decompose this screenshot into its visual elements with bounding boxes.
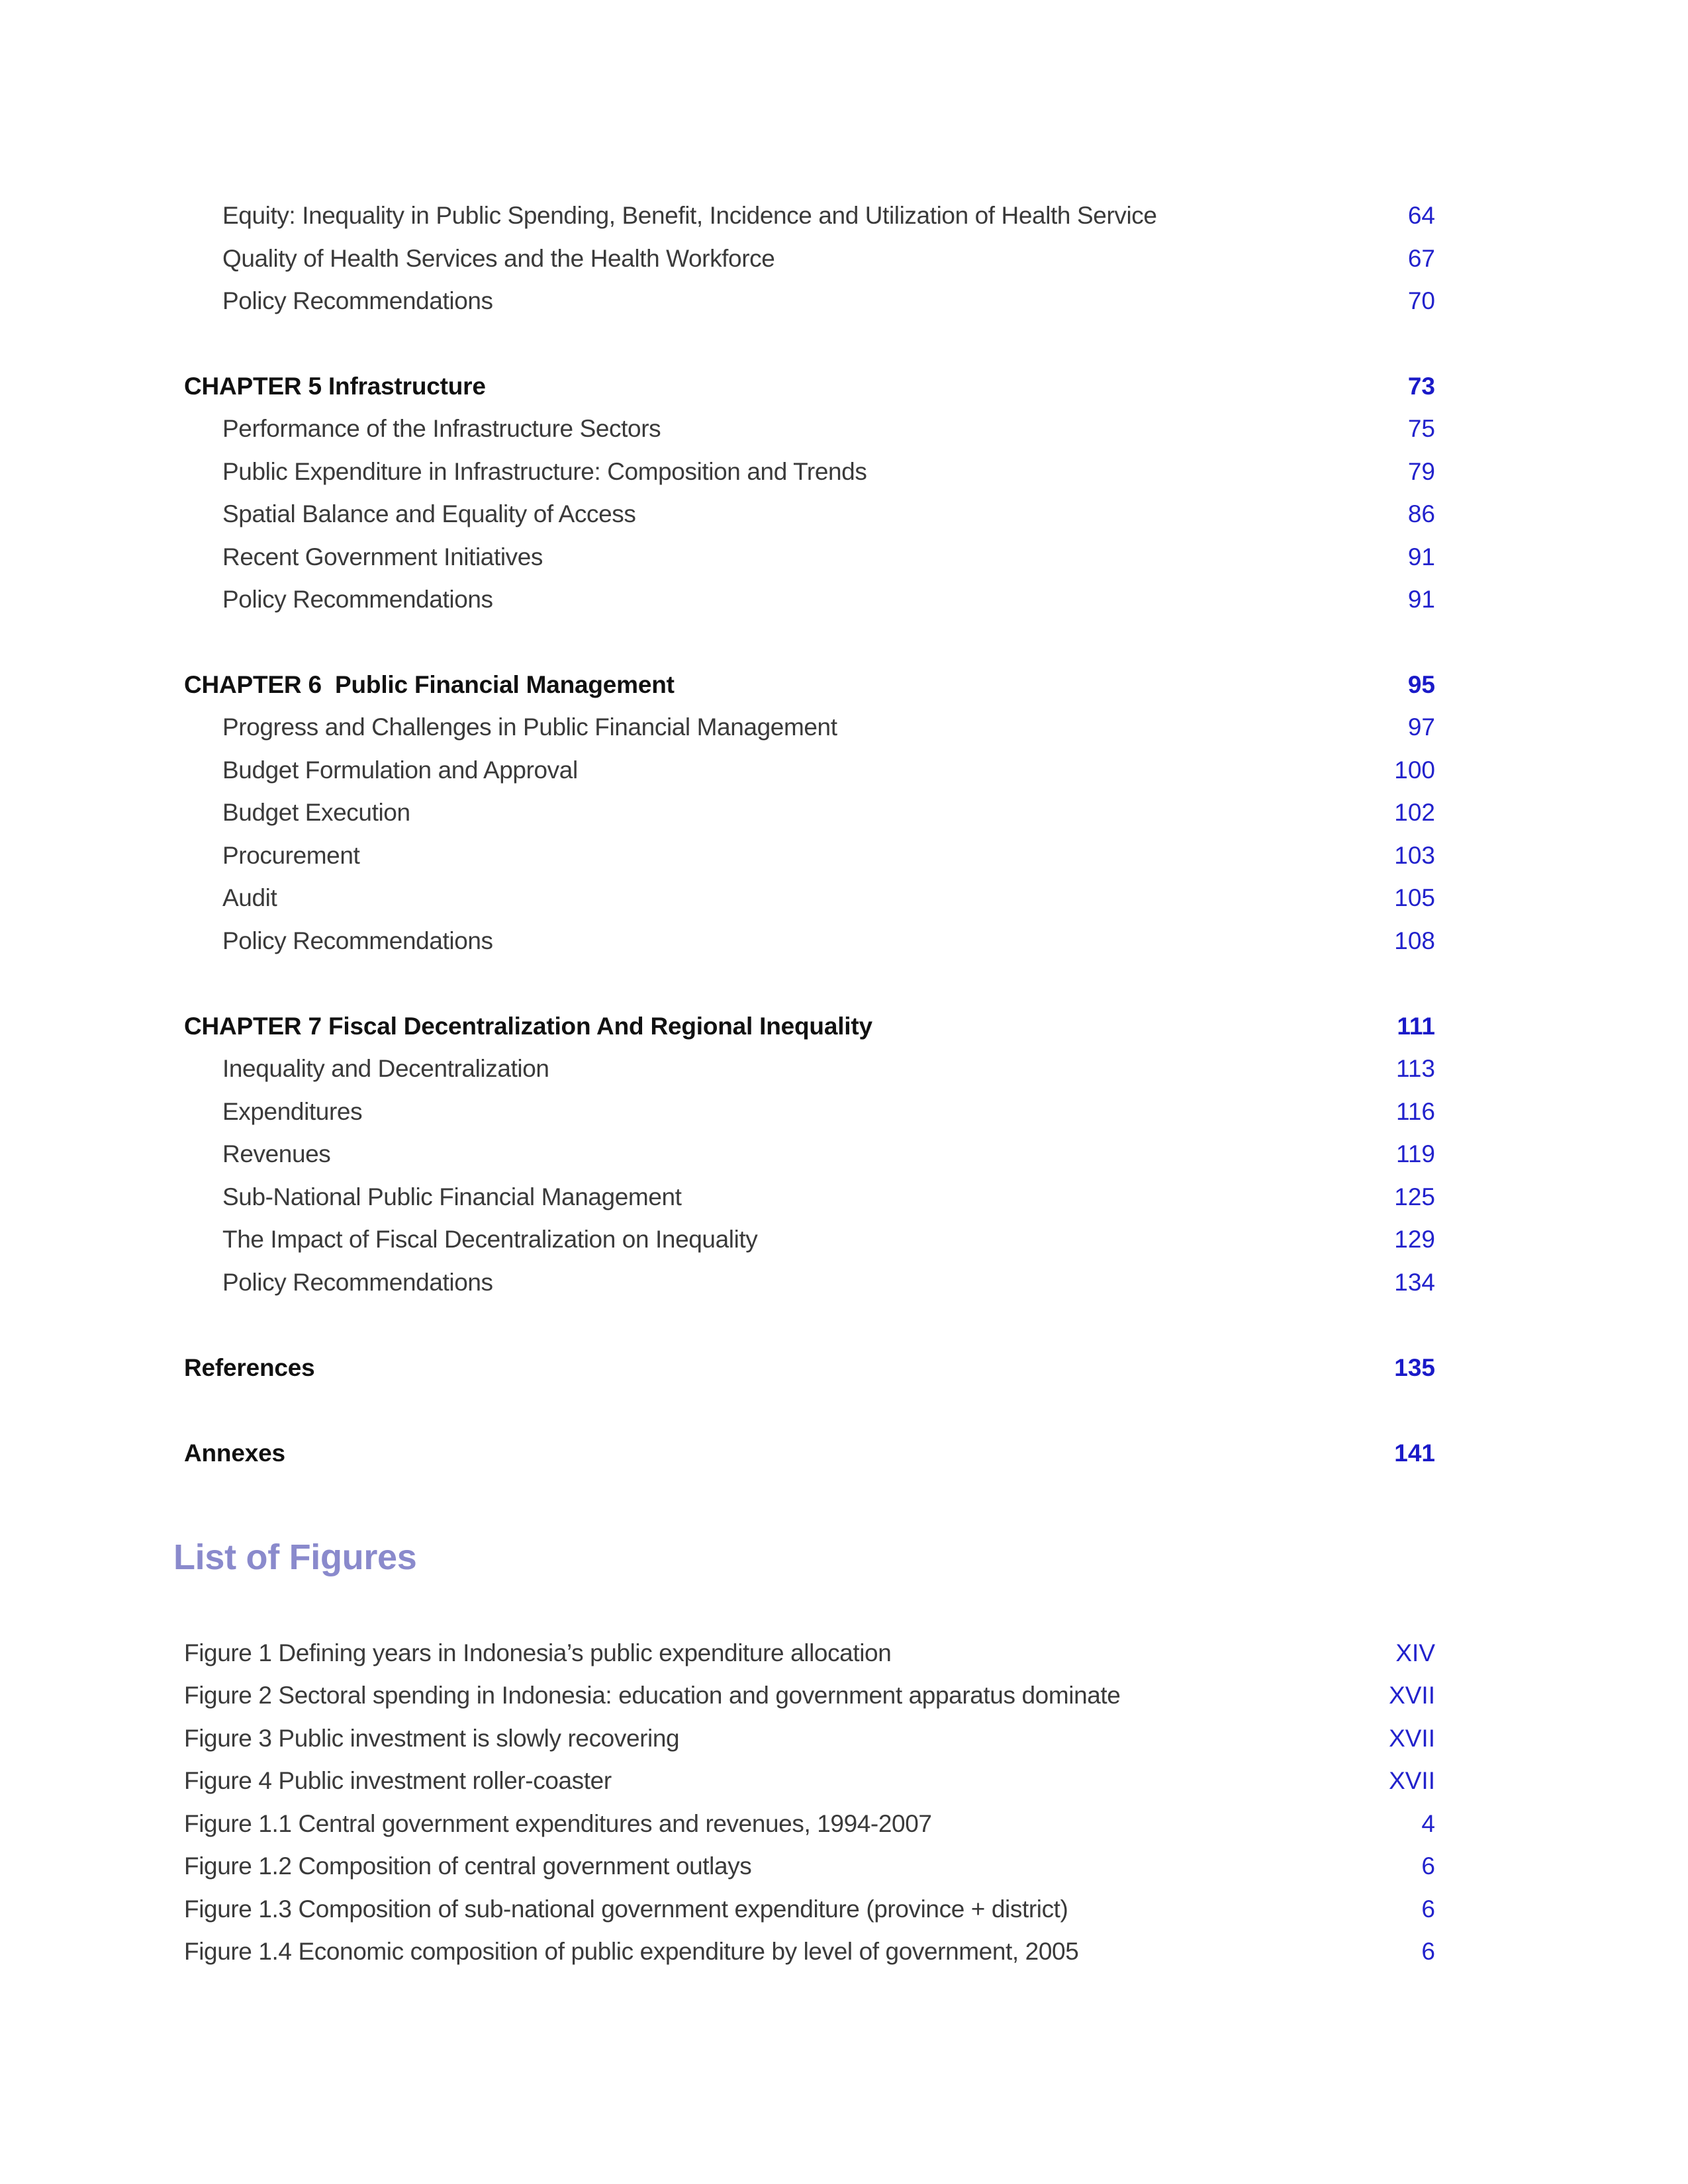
references-title: References — [184, 1354, 315, 1381]
annexes-page[interactable]: 141 — [1394, 1439, 1435, 1467]
toc-chapter-6[interactable] — [0, 664, 1688, 706]
toc-entry[interactable] — [0, 1048, 1688, 1090]
figure-entry[interactable] — [0, 1760, 1688, 1802]
toc-entry-title: Spatial Balance and Equality of Access — [222, 500, 636, 527]
toc-entry-title: Budget Execution — [222, 799, 410, 826]
figure-entry-page[interactable]: XVII — [1389, 1682, 1435, 1709]
toc-entry[interactable] — [0, 706, 1688, 749]
chapter-title: CHAPTER 6 Public Financial Management — [184, 671, 675, 698]
figure-entry-page[interactable]: 6 — [1421, 1895, 1435, 1923]
toc-entry-page[interactable]: 103 — [1394, 842, 1435, 869]
toc-entry-page[interactable]: 129 — [1394, 1226, 1435, 1253]
toc-entry-title: Progress and Challenges in Public Financial Management — [222, 713, 837, 741]
toc-entry-title: Audit — [222, 884, 277, 911]
toc-entry[interactable] — [0, 749, 1688, 792]
figure-entry-page[interactable]: 6 — [1421, 1852, 1435, 1880]
toc-entry-title: Public Expenditure in Infrastructure: Composition and Trends — [222, 458, 867, 485]
toc-entry-title: Equity: Inequality in Public Spending, Benefit, Incidence and Utilization of Health Service — [222, 202, 1157, 229]
toc-entry[interactable] — [0, 1091, 1688, 1133]
figure-entry[interactable] — [0, 1674, 1688, 1717]
toc-entry-title: Sub-National Public Financial Management — [222, 1183, 682, 1210]
toc-chapter-7[interactable] — [0, 1005, 1688, 1048]
figure-entry[interactable] — [0, 1845, 1688, 1888]
figure-entry-title: Figure 4 Public investment roller-coaster — [184, 1767, 612, 1794]
toc-entry-page[interactable]: 67 — [1407, 245, 1435, 272]
toc-entry-page[interactable]: 125 — [1394, 1183, 1435, 1210]
toc-entry-page[interactable]: 97 — [1407, 713, 1435, 741]
toc-entry-page[interactable]: 79 — [1407, 458, 1435, 485]
toc-entry[interactable] — [0, 877, 1688, 919]
toc-entry-page[interactable]: 91 — [1407, 586, 1435, 613]
toc-entry-title: Policy Recommendations — [222, 927, 493, 954]
toc-entry-page[interactable]: 105 — [1394, 884, 1435, 911]
figure-entry-title: Figure 1 Defining years in Indonesia’s public expenditure allocation — [184, 1639, 892, 1666]
toc-entry-title: Policy Recommendations — [222, 586, 493, 613]
annexes-title: Annexes — [184, 1439, 285, 1467]
figure-entry-page[interactable]: XVII — [1389, 1725, 1435, 1752]
toc-entry-title: Policy Recommendations — [222, 287, 493, 314]
figure-entry-title: Figure 1.3 Composition of sub-national government expenditure (province + district) — [184, 1895, 1068, 1923]
toc-entry[interactable] — [0, 280, 1688, 322]
toc-entry-page[interactable]: 100 — [1394, 756, 1435, 784]
toc-entry[interactable] — [0, 578, 1688, 621]
toc-entry[interactable] — [0, 451, 1688, 493]
figure-entry[interactable] — [0, 1888, 1688, 1931]
toc-entry-page[interactable]: 108 — [1394, 927, 1435, 954]
toc-entry[interactable] — [0, 835, 1688, 877]
figure-entry[interactable] — [0, 1803, 1688, 1845]
toc-entry[interactable] — [0, 1176, 1688, 1218]
toc-references[interactable] — [0, 1347, 1688, 1389]
toc-entry-page[interactable]: 134 — [1394, 1269, 1435, 1296]
chapter-page[interactable]: 111 — [1397, 1013, 1435, 1040]
toc-entry-page[interactable]: 102 — [1394, 799, 1435, 826]
toc-entry[interactable] — [0, 1261, 1688, 1304]
toc-entry-title: Recent Government Initiatives — [222, 543, 543, 570]
toc-entry-title: Inequality and Decentralization — [222, 1055, 549, 1082]
chapter-title: CHAPTER 5 Infrastructure — [184, 373, 486, 400]
toc-entry-page[interactable]: 75 — [1407, 415, 1435, 442]
toc-entry[interactable] — [0, 195, 1688, 237]
figure-entry-title: Figure 1.1 Central government expenditures and revenues, 1994-2007 — [184, 1810, 932, 1837]
list-of-figures-heading: List of Figures — [173, 1537, 417, 1577]
toc-entry-page[interactable]: 64 — [1407, 202, 1435, 229]
toc-entry-page[interactable]: 86 — [1407, 500, 1435, 527]
toc-entry[interactable] — [0, 1218, 1688, 1261]
figure-entry-title: Figure 1.4 Economic composition of public expenditure by level of government, 2005 — [184, 1938, 1079, 1965]
figure-entry[interactable] — [0, 1717, 1688, 1760]
chapter-page[interactable]: 95 — [1407, 671, 1435, 698]
toc-entry-title: Quality of Health Services and the Health Workforce — [222, 245, 775, 272]
toc-entry[interactable] — [0, 238, 1688, 280]
toc-entry-page[interactable]: 119 — [1396, 1140, 1435, 1167]
toc-annexes[interactable] — [0, 1432, 1688, 1475]
figure-entry-title: Figure 3 Public investment is slowly recovering — [184, 1725, 680, 1752]
toc-entry-page[interactable]: 70 — [1407, 287, 1435, 314]
toc-entry-title: Expenditures — [222, 1098, 363, 1125]
toc-entry-title: Policy Recommendations — [222, 1269, 493, 1296]
figure-entry-page[interactable]: 6 — [1421, 1938, 1435, 1965]
figure-entry[interactable] — [0, 1931, 1688, 1973]
figure-entry-page[interactable]: 4 — [1421, 1810, 1435, 1837]
toc-chapter-5[interactable] — [0, 365, 1688, 408]
toc-entry[interactable] — [0, 920, 1688, 962]
toc-entry-title: Revenues — [222, 1140, 331, 1167]
toc-entry-page[interactable]: 116 — [1396, 1098, 1435, 1125]
figure-entry-title: Figure 2 Sectoral spending in Indonesia: education and government apparatus dominate — [184, 1682, 1121, 1709]
toc-entry[interactable] — [0, 792, 1688, 834]
references-page[interactable]: 135 — [1394, 1354, 1435, 1381]
toc-entry-title: Performance of the Infrastructure Sectors — [222, 415, 661, 442]
toc-entry[interactable] — [0, 493, 1688, 535]
toc-entry[interactable] — [0, 408, 1688, 450]
figure-entry-page[interactable]: XIV — [1395, 1639, 1435, 1666]
toc-entry-title: Procurement — [222, 842, 360, 869]
toc-entry-page[interactable]: 113 — [1396, 1055, 1435, 1082]
toc-entry[interactable] — [0, 1133, 1688, 1175]
figure-entry-title: Figure 1.2 Composition of central government outlays — [184, 1852, 752, 1880]
toc-entry[interactable] — [0, 536, 1688, 578]
chapter-title: CHAPTER 7 Fiscal Decentralization And Regional Inequality — [184, 1013, 872, 1040]
chapter-page[interactable]: 73 — [1407, 373, 1435, 400]
figure-entry[interactable] — [0, 1632, 1688, 1674]
figure-entry-page[interactable]: XVII — [1389, 1767, 1435, 1794]
toc-entry-title: The Impact of Fiscal Decentralization on Inequality — [222, 1226, 758, 1253]
toc-entry-title: Budget Formulation and Approval — [222, 756, 578, 784]
toc-entry-page[interactable]: 91 — [1407, 543, 1435, 570]
